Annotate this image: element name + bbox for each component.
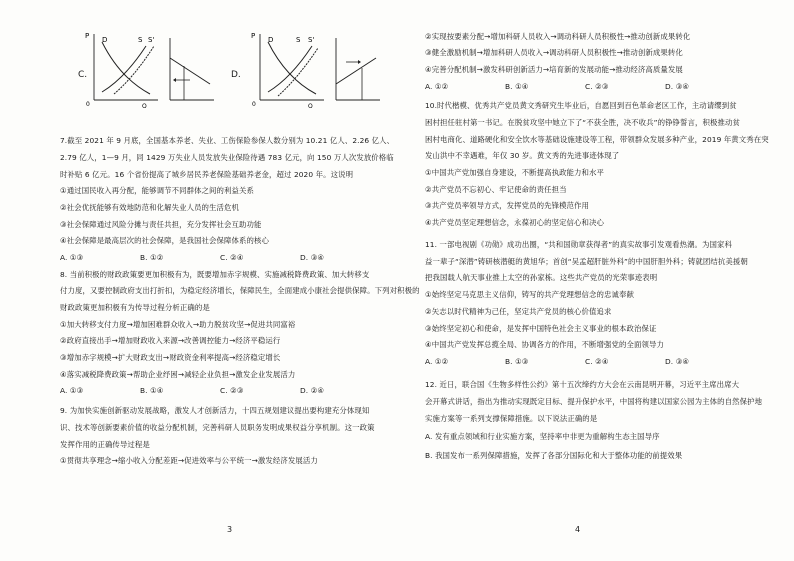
q10-item-2: ②共产党员不忘初心、牢记使命的责任担当 [425, 185, 567, 194]
q-axis-label: Q [142, 103, 147, 108]
prev-option-a[interactable]: A. ①② [425, 82, 449, 91]
q9-item-1: ①贯彻共享理念→缩小收入分配差距→促进效率与公平统一→激发经济发展活力 [60, 456, 318, 465]
q7-item-1: ①通过国民收入再分配，能够调节不同群体之间的利益关系 [60, 186, 254, 195]
svg-text:Q: Q [308, 103, 313, 108]
q12-line-1: 12. 近日，联合国《生物多样性公约》第十五次缔约方大会在云南昆明开幕，习近平主席出席大 [425, 380, 740, 389]
q12-line-3: 实施方案等一系列支撑保障措施。以下说法正确的是 [425, 414, 598, 423]
q8-option-a[interactable]: A. ①③ [60, 386, 84, 395]
option-c-label: C. [78, 70, 88, 80]
q8-item-4: ④落实减税降费政策→帮助企业纾困→减轻企业负担→激发企业发展活力 [60, 370, 296, 379]
svg-text:S: S [296, 36, 301, 44]
option-d-label: D. [231, 70, 241, 80]
q8-line-2: 付力度，又要控制政府支出打折扣，为稳定经济增长，保障民生，全面建成小康社会提供保障。下列对积极的 [60, 286, 420, 295]
q11-option-c[interactable]: C. ②④ [585, 357, 609, 366]
q11-line-3: 把我国载人航天事业推上太空的孙家栋。这些共产党员的光荣事迹表明 [425, 273, 658, 282]
right-page [397, 0, 794, 561]
q10-item-4: ④共产党员坚定理想信念，永葆初心的坚定信心和决心 [425, 218, 605, 227]
q8-option-c[interactable]: C. ②③ [220, 386, 244, 395]
q12-line-2: 会开幕式讲话，指出为推动实现既定目标、提升保护水平，中国将构建以国家公园为主体的自然保护地 [425, 397, 763, 406]
q7-option-b[interactable]: B. ①② [140, 253, 164, 262]
q7-option-c[interactable]: C. ②④ [220, 253, 244, 262]
svg-text:P: P [251, 32, 256, 40]
q7-item-2: ②社会优抚能够有效地防范和化解失业人员的生活危机 [60, 203, 240, 212]
q11-item-2: ②矢志以时代精神为己任，坚定共产党员的核心价值追求 [425, 307, 612, 316]
q7-line-2: 2.79 亿人，1—9 月，同 1429 万失业人员发放失业保险待遇 783 亿元，向 150 万人次发放价格临 [60, 153, 394, 162]
q8-item-2: ②政府直接出手→增加财政收入来源→改善调控能力→经济平稳运行 [60, 336, 281, 345]
graph-c-price-line [160, 32, 216, 108]
graph-d-price-line [326, 32, 382, 108]
s-prime-label: S' [148, 36, 155, 44]
origin-label: 0 [86, 101, 90, 108]
q10-line-3: 困村电商化、道路硬化和安全饮水等基础设施建设等工程，带领群众发展多种产业，2019 年黄文秀在突 [425, 135, 769, 144]
q7-option-a[interactable]: A. ①③ [60, 253, 84, 262]
q8-item-3: ③增加赤字规模→扩大财政支出→财政资金利率提高→经济稳定增长 [60, 353, 281, 362]
q11-option-a[interactable]: A. ①② [425, 357, 449, 366]
d-curve-label: D [102, 36, 108, 44]
q8-line-3: 财政政策更加积极有为传导过程分析正确的是 [60, 303, 210, 312]
q8-item-1: ①加大转移支付力度→增加困难群众收入→助力脱贫攻坚→促进共同富裕 [60, 320, 296, 329]
graph-d-supply-demand [246, 28, 326, 108]
q11-item-1: ①始终坚定马克思主义信仰，铸写的共产党理想信念的忠诚奉献 [425, 290, 634, 299]
q10-line-2: 困村担任驻村第一书记。在脱贫攻坚中她立下了“不获全胜，决不收兵”的铮铮誓言，积极推动贫 [425, 118, 740, 127]
q11-option-d[interactable]: D. ③④ [665, 357, 690, 366]
graph-c-supply-demand [80, 28, 160, 108]
q11-item-3: ③始终坚定初心和使命，是发挥中国特色社会主义事业的根本政治保证 [425, 324, 657, 333]
page-number-right: 4 [575, 525, 581, 534]
p-axis-label: P [85, 32, 90, 40]
q7-item-3: ③社会保障通过风险分摊与责任共担，充分发挥社会互助功能 [60, 220, 262, 229]
q10-item-1: ①中国共产党加强自身建设，不断提高执政能力和水平 [425, 168, 605, 177]
q10-item-3: ③共产党员率领导方式，发挥党员的先锋模范作用 [425, 201, 590, 210]
q7-line-1: 7.截至 2021 年 9 月底，全国基本养老、失业、工伤保险参保人数分别为 10.21 亿人、2.26 亿人、 [60, 136, 395, 145]
prev-option-d[interactable]: D. ③④ [665, 82, 690, 91]
q11-item-4: ④中国共产党发挥总揽全局、协调各方的作用，不断增强党的全面领导力 [425, 340, 664, 349]
prev-option-b[interactable]: B. ①④ [505, 82, 529, 91]
page-number-left: 3 [227, 525, 233, 534]
q12-option-a[interactable]: A. 发有重点领域和行业实施方案，坚持率中非更为重解构生态主国导序 [425, 432, 660, 441]
q9-line-2: 识、技术等创新要素价值的收益分配机制，完善科研人员职务发明成果权益分享机制。这一政策 [60, 423, 375, 432]
s-curve-label: S [138, 36, 143, 44]
q8-option-b[interactable]: B. ①④ [140, 386, 164, 395]
prev-item-4: ④完善分配机制→激发科研创新活力→培育新的发展动能→推动经济高质量发展 [425, 65, 683, 74]
q7-option-d[interactable]: D. ③④ [300, 253, 325, 262]
q8-option-d[interactable]: D. ②④ [300, 386, 325, 395]
svg-text:0: 0 [252, 101, 256, 108]
prev-item-3: ③健全激励机制→增加科研人员收入→调动科研人员积极性→推动创新成果转化 [425, 48, 683, 57]
prev-item-2: ②实现按要素分配→增加科研人员收入→调动科研人员积极性→推动创新成果转化 [425, 32, 691, 41]
q12-option-b[interactable]: B. 我国发布一系列保障措施，发挥了各部分国际化和大于整体功能的前提效果 [425, 451, 683, 460]
q10-line-1: 10.时代楷模、优秀共产党员黄文秀研究生毕业后，自愿回到百色革命老区工作，主动请缨到贫 [425, 101, 737, 110]
svg-text:D: D [268, 36, 274, 44]
q11-line-2: 益一辈子“深潜”铸研核潜艇的黄旭华；首创“吴孟超肝脏外科”的中国肝胆外科；铸就团结抗美援朝 [425, 257, 748, 266]
q8-line-1: 8. 当前积极的财政政策要更加积极有为，既要增加赤字规模、实施减税降费政策、加大转移支 [60, 270, 370, 279]
q9-line-3: 发挥作用的正确传导过程是 [60, 440, 150, 449]
q11-line-1: 11. 一部电视剧《功勋》成功出圈，“共和国勋章获得者”的真实故事引发观看热潮。为国家科 [425, 240, 733, 249]
q10-line-4: 发山洪中不幸遇难，年仅 30 岁。黄文秀的先进事迹体现了 [425, 151, 620, 160]
q7-item-4: ④社会保障是最高层次的社会保障，是我国社会保障体系的核心 [60, 236, 269, 245]
q9-line-1: 9. 为加快实施创新驱动发展战略，激发人才创新活力，十四五规划建议提出要构建充分体现知 [60, 406, 370, 415]
svg-text:S': S' [308, 36, 315, 44]
q7-line-3: 时补贴 6 亿元。16 个省份提高了城乡居民养老保险基础养老金，超过 2020 年。这说明 [60, 170, 354, 179]
q11-option-b[interactable]: B. ①③ [505, 357, 529, 366]
prev-option-c[interactable]: C. ②③ [585, 82, 609, 91]
